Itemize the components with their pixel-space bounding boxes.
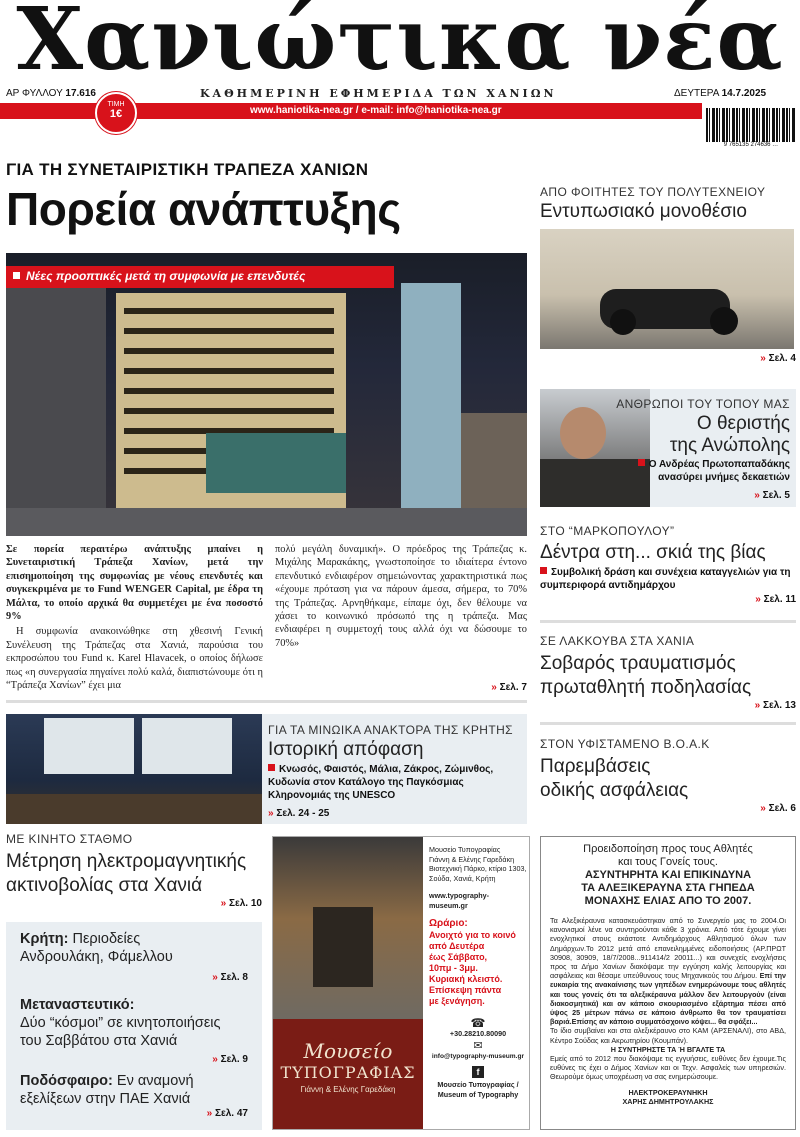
headline: Σοβαρός τραυματισμός πρωταθλητή ποδηλασίας [540,653,752,698]
story-radiation[interactable] [6,832,262,909]
issue-date: ΔΕΥΤΕΡΑ 14.7.2025 [674,88,767,99]
arrow-icon: » [212,1054,218,1065]
arrow-icon: » [755,593,761,605]
divider [540,722,796,725]
page-ref: » Σελ. 13 [754,700,796,711]
page-ref: » Σελ. 47 [206,1108,248,1119]
story-markopoulou[interactable] [540,524,796,605]
kicker: ΣΤΟ “ΜΑΡΚΟΠΟΥΛΟΥ” [540,524,675,538]
arrow-icon: » [491,682,497,693]
price-badge: ΤΙΜΗ 1€ [95,92,137,134]
headline: Μέτρηση ηλεκτρομαγνητικής ακτινοβολίας στα Χανιά [6,851,247,896]
bullet-icon [268,764,275,771]
story-cyclist[interactable] [540,634,796,711]
headline: Εντυπωσιακό μονοθέσιο [540,201,747,222]
kicker: ΑΠΟ ΦΟΙΤΗΤΕΣ ΤΟΥ ΠΟΛΥΤΕΧΝΕΙΟΥ [540,185,766,199]
headline: Παρεμβάσεις οδικής ασφάλειας [540,756,689,801]
brief-item[interactable]: Μεταναστευτικό: Δύο “κόσμοι” σε κινητοποιήσεις του Σαββάτου στα Χανιά » Σελ. 9 [20,997,248,1065]
headline: Δέντρα στη... σκιά της βίας [540,542,766,563]
page-ref: » Σελ. 10 [220,898,262,909]
masthead-subtitle: ΚΑΘΗΜΕΡΙΝΗ ΕΦΗΜΕΡΙΔΑ ΤΩΝ ΧΑΝΙΩΝ [200,87,557,100]
arrow-icon: » [760,803,766,814]
kicker: ΜΕ ΚΙΝΗΤΟ ΣΤΑΘΜΟ [6,832,133,846]
lead-kicker: ΓΙΑ ΤΗ ΣΥΝΕΤΑΙΡΙΣΤΙΚΗ ΤΡΑΠΕΖΑ ΧΑΝΙΩΝ [6,160,369,179]
museum-web[interactable]: www.typography-museum.gr [429,891,490,910]
museum-logo: Μουσείο ΤΥΠΟΓΡΑΦΙΑΣ Γιάννη & Ελένης Γαρεδάκη [273,1019,423,1129]
arrow-icon: » [754,700,761,711]
lead-page-ref[interactable]: » Σελ. 7 [491,682,527,693]
brief-item[interactable]: Ποδόσφαιρο: Εν αναμονή εξελίξεων στην ΠΑΕ Χανιά » Σελ. 47 [20,1073,248,1119]
car-photo [540,229,794,349]
arrow-icon: » [206,1108,213,1119]
masthead-title: Χανιώτικα νέα [16,0,784,90]
bullet-icon [540,567,547,574]
kicker: ΑΝΘΡΩΠΟΙ ΤΟΥ ΤΟΠΟΥ ΜΑΣ [616,397,790,411]
page-ref: » Σελ. 11 [755,593,796,605]
phone-icon: ☎ [470,1016,486,1030]
subhead: Κνωσός, Φαιστός, Μάλια, Ζάκρος, Ζώμινθος, Κυδωνία στον Κατάλογο της Παγκόσμιας Κληρονομιάς της UNESCO [268,764,494,801]
headline: Ο θεριστής της Ανώπολης [669,413,790,456]
museum-ad[interactable] [272,836,530,1130]
museum-photo [273,837,423,1019]
divider [540,620,796,623]
arrow-icon: » [268,808,274,819]
page-ref: » Σελ. 8 [212,972,248,983]
arrow-icon: » [212,972,218,983]
lightning-notice: Προειδοποίηση προς τους Αθλητές και τους Γονείς τους. ΑΣΥΝΤΗΡΗΤΑ ΚΑΙ ΕΠΙΚΙΝΔΥΝΑ ΤΑ ΑΛΕΞΙΚΕΡΑΥΝΑ ΣΤΑ ΓΗΠΕΔΑ ΜΟΝΑΧΗΣ ΕΛΙΑΣ ΑΠΟ ΤΟ 2007. Τα Αλεξικέραυνα κατασκευάστηκαν από το Συνεργείο μας το 2004.Οι κανονισμοί λένε να συντηρούνται κάθε 3 χρόνια. Από τότε έχουμε γίνει ενοχλητικοί στους εκάστοτε Αντιδημάρχους Αθλητισμού όλων των Δημάρχων.Το 2012 μετά από επανειλημμένες ειδοποιήσεις (ΑΡ.ΠΡΩΤ 30908, 30909, 18/7/2008...911414/2 20011...) και συνεχείς ενοχλήσεις προς τα Δήμο Χανίων διακόψαμε την εγγύηση καλής λειτουργίας και ασφάλειας και θέσαμε υπεύθυνους τους Μηχανικούς του Δήμου. Επί την ευκαιρία της ανακαίνισης των γηπέδων ενημερώνουμε τους αθλητές και τους γονείς ότι τα αλεξικέραυνα μάλλον δεν λειτουργούν (είναι διακοσμητικά) και αν κάποιο σκουριασμένο εξάρτημα πέσει από ύψος 25 μέτρων πάνω σε κάποιο άνθρωπο θα τον τραυματίσει βαριά.Επίσης αν κάποιο συμματόσχοινο κόψει... θα σφάξει... Το ίδιο συμβαίνει και στα αλεξικέραυνο στο ΚΑΜ (ΑΡΣΕΝΑΛΙ), στο ΑΒΔ, Κέντρο Σούδας και Ακρωτηρίου (Κουμπάν). Η ΣΥΝΤΗΡΗΣΤΕ ΤΑ Ή ΒΓΑΛΤΕ ΤΑ Εμείς από το 2012 που διακόψαμε τις εγγυήσεις, ευθύνες δεν έχουμε.Τις ευθύνες τις έχει ο Δήμος Χανίων και οι Τεχν. Ασφαλείς των υπηρεσιών. Θεωρούμε όμως υποχρέωση να σας ενημερώσουμε. ΗΛΕΚΤΡΟΚΕΡΑΥΝΗΚΗ ΧΑΡΗΣ ΔΗΜΗΤΡΟΥΛΑΚΗΣ [540,836,796,1130]
subhead: Ο Ανδρέας Πρωτοπαπαδάκης ανασύρει μνήμες δεκαετιών [638,458,790,484]
banner-bullet-icon [13,272,20,279]
brief-item[interactable]: Κρήτη: Περιοδείες Ανδρουλάκη, Φάμελλου » Σελ. 8 [20,931,248,983]
kicker: ΣΤΟΝ ΥΦΙΣΤΑΜΕΝΟ Β.Ο.Α.Κ [540,737,710,751]
subhead: Συμβολική δράση και συνέχεια καταγγελιών για τη συμπεριφορά αντιδημάρχου [540,566,791,591]
story-monoposto[interactable] [540,185,796,377]
story-boak[interactable] [540,737,796,814]
story-minoan[interactable] [6,714,527,824]
barcode: 9 765135 274636 … [706,108,796,152]
briefs-box [6,922,262,1130]
lead-col-2: πολύ μεγάλη δυναμική». Ο πρόεδρος της Τράπεζας κ. Μιχάλης Μαρακάκης, γνωστοποίησε το ιδιαίτερα έντονο επενδυτικό ενδιαφέρον σημειώνοντας χαρακτηριστικά πως «έχουμε πρόταση για να πάρουν άμεσα, σήμερα, το 70% της Τράπεζας. Αρνηθήκαμε, είπαμε όχι, δεν θέλουμε να χάσει το κοινωνικό πρόσωπό της η τράπεζα. Μας ενδιαφέρει η συμμετοχή τους αλλά όχι να δώσουμε το 70%» [275,544,527,649]
conference-photo [6,714,262,824]
divider [6,700,527,703]
lead-headline: Πορεία ανάπτυξης [6,183,401,235]
story-theristis[interactable] [540,389,796,507]
kicker: ΓΙΑ ΤΑ ΜΙΝΩΙΚΑ ΑΝΑΚΤΟΡΑ ΤΗΣ ΚΡΗΤΗΣ [268,723,513,737]
mail-icon: ✉ [473,1040,483,1052]
contact-line: www.haniotika-nea.gr / e-mail: info@haniotika-nea.gr [250,105,502,116]
lead-body-1: Η συμφωνία ανακοινώθηκε στη χθεσινή Γενική Συνέλευση της Τράπεζας στα Χανιά, παρούσια του εκπροσώπου του Fund κ. Karel Hlavacek, ο οποίος δήλωσε πως «η συνεργασία πηγαίνει πολύ καλά, διαπιστώνουμε ότι η “Τράπεζα Χανίων” έχει μια [6,626,263,692]
headline: Ιστορική απόφαση [268,739,424,760]
arrow-icon: » [220,898,227,909]
lead-photo [6,253,527,536]
page-ref: » Σελ. 6 [760,803,796,814]
page-ref: » Σελ. 9 [212,1054,248,1065]
facebook-icon: f [472,1066,484,1078]
lead-col-1 [6,543,263,692]
arrow-icon: » [760,352,766,364]
page-ref: » Σελ. 5 [754,490,790,501]
arrow-icon: » [754,490,760,501]
lead-intro: Σε πορεία περαιτέρω ανάπτυξης μπαίνει η Συνεταιριστική Τράπεζα Χανίων, μετά την επισημοποίηση της συμφωνίας με νέους επενδυτές και συγκεκριμένα με το Fund WENGER Capital, με έδρα τη Μάλτα, το οποίο αρχικά θα συμμετέχει με ένα ποσοστό 9% [6,544,263,623]
page-ref: » Σελ. 4 [760,352,796,364]
lead-banner: Νέες προοπτικές μετά τη συμφωνία με επενδυτές [6,266,394,288]
page-ref: » Σελ. 24 - 25 [268,808,330,819]
bullet-icon [638,459,645,466]
kicker: ΣΕ ΛΑΚΚΟΥΒΑ ΣΤΑ ΧΑΝΙΑ [540,634,695,648]
issue-number: ΑΡ ΦΥΛΛΟΥ 17.616 [6,88,96,99]
museum-info: Μουσείο Τυπογραφίας Γιάννη & Ελένης Γαρεδάκη Βιοτεχνική Πάρκο, κτίριο 1303, Σούδα, Χανιά, Κρήτη www.typography-museum.gr Ωράριο: Ανοιχτό για το κοινό από Δευτέρα έως Σάββατο, 10πμ - 3μμ. Κυριακή κλειστό. Επίσκεψη πάντα με ξενάγηση. ☎ +30.28210.80090 ✉ info@typography-museum.gr f Μουσείο Τυπογραφίας / Museum of Typography [429,845,527,1099]
